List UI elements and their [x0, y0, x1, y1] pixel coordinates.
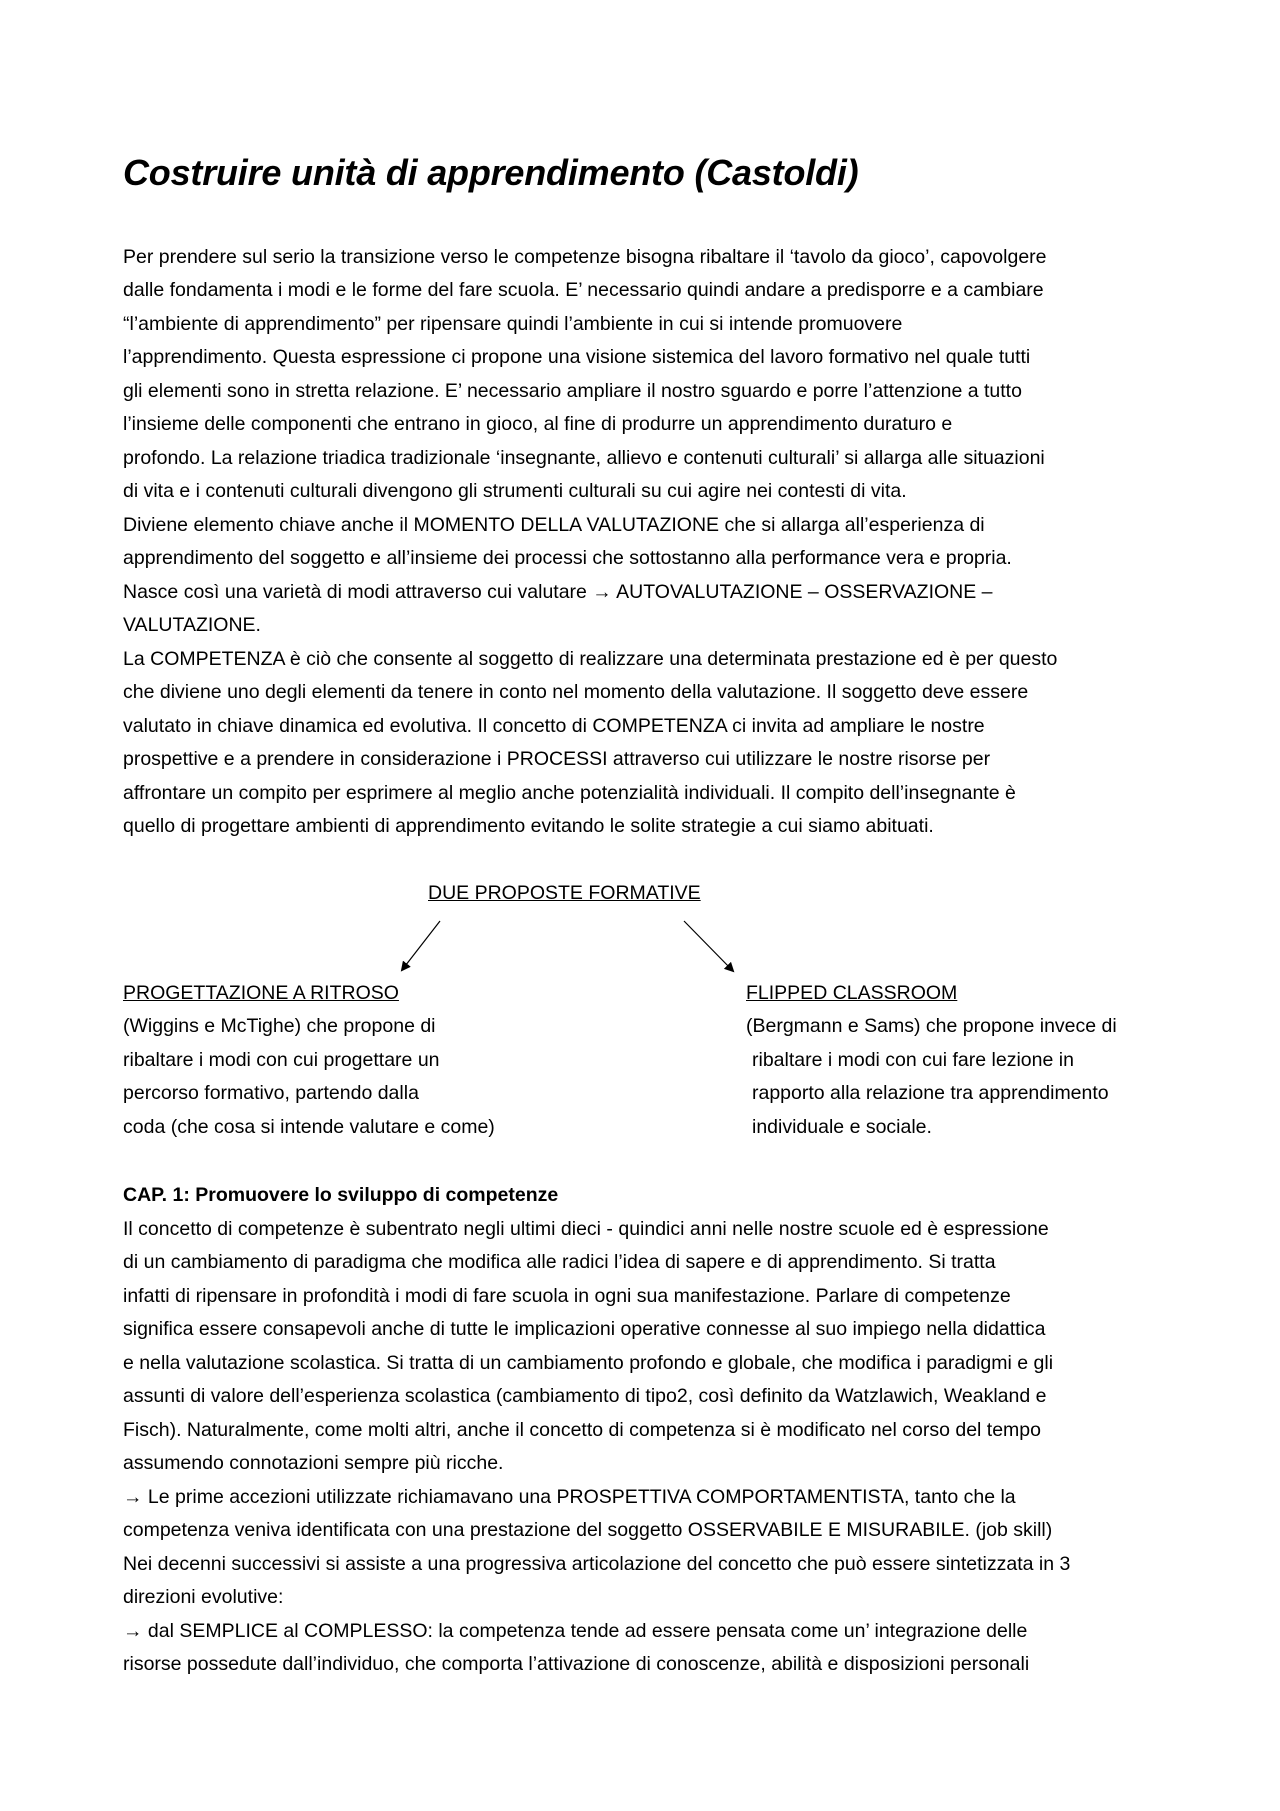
chapter-line: e nella valutazione scolastica. Si tratta di un cambiamento profondo e globale, che modifica i paradigmi e gli — [123, 1352, 1054, 1374]
intro-line: gli elementi sono in stretta relazione. E’ necessario ampliare il nostro sguardo e porre l’attenzione a tutto — [123, 380, 1022, 402]
chapter-line: Il concetto di competenze è subentrato negli ultimi dieci - quindici anni nelle nostre scuole ed è espressione — [123, 1218, 1049, 1240]
intro-line: Per prendere sul serio la transizione verso le competenze bisogna ribaltare il ‘tavolo da gioco’, capovolgere — [123, 246, 1047, 268]
chapter-line: → dal SEMPLICE al COMPLESSO: la competenza tende ad essere pensata come un’ integrazione delle — [123, 1620, 1028, 1642]
chapter-line: assunti di valore dell’esperienza scolastica (cambiamento di tipo2, così definito da Watzlawich, Weakland e — [123, 1385, 1047, 1407]
chapter-line: significa essere consapevoli anche di tutte le implicazioni operative connesse al suo impiego nella didattica — [123, 1318, 1046, 1340]
intro-line: “l’ambiente di apprendimento” per ripensare quindi l’ambiente in cui si intende promuovere — [123, 313, 903, 335]
chapter-line: infatti di ripensare in profondità i modi di fare scuola in ogni sua manifestazione. Parlare di competenze — [123, 1285, 1011, 1307]
chapter-line: di un cambiamento di paradigma che modifica alle radici l’idea di sapere e di apprendimento. Si tratta — [123, 1251, 996, 1273]
chapter-line: → Le prime accezioni utilizzate richiamavano una PROSPETTIVA COMPORTAMENTISTA, tanto che la — [123, 1486, 1016, 1508]
intro-line: valutato in chiave dinamica ed evolutiva. Il concetto di COMPETENZA ci invita ad ampliare le nostre — [123, 715, 985, 737]
intro-line: di vita e i contenuti culturali divengono gli strumenti culturali su cui agire nei contesti di vita. — [123, 480, 907, 502]
intro-line: affrontare un compito per esprimere al meglio anche potenzialità individuali. Il compito dell’insegnante è — [123, 782, 1016, 804]
left-proposal-line: coda (che cosa si intende valutare e come) — [123, 1116, 495, 1138]
intro-line: dalle fondamenta i modi e le forme del fare scuola. E’ necessario quindi andare a predisporre e a cambiare — [123, 279, 1044, 301]
intro-line: apprendimento del soggetto e all’insieme dei processi che sottostanno alla performance vera e propria. — [123, 547, 1012, 569]
diagram-heading: DUE PROPOSTE FORMATIVE — [428, 882, 701, 904]
chapter-line: Nei decenni successivi si assiste a una progressiva articolazione del concetto che può essere sintetizzata in 3 — [123, 1553, 1071, 1575]
left-proposal-title: PROGETTAZIONE A RITROSO — [123, 982, 399, 1004]
chapter-line: risorse possedute dall’individuo, che comporta l’attivazione di conoscenze, abilità e disposizioni personali — [123, 1653, 1030, 1675]
right-proposal-line: (Bergmann e Sams) che propone invece di — [746, 1015, 1117, 1037]
right-proposal-line: individuale e sociale. — [752, 1116, 932, 1138]
intro-line: profondo. La relazione triadica tradizionale ‘insegnante, allievo e contenuti culturali’ si allarga alle situazioni — [123, 447, 1045, 469]
right-proposal-line: rapporto alla relazione tra apprendimento — [752, 1082, 1109, 1104]
intro-line: La COMPETENZA è ciò che consente al soggetto di realizzare una determinata prestazione ed è per questo — [123, 648, 1058, 670]
chapter-heading: CAP. 1: Promuovere lo sviluppo di competenze — [123, 1184, 559, 1206]
intro-line: quello di progettare ambienti di apprendimento evitando le solite strategie a cui siamo abituati. — [123, 815, 934, 837]
intro-line: VALUTAZIONE. — [123, 614, 261, 636]
intro-line: Diviene elemento chiave anche il MOMENTO DELLA VALUTAZIONE che si allarga all’esperienza di — [123, 514, 985, 536]
chapter-line: direzioni evolutive: — [123, 1586, 284, 1608]
intro-line: Nasce così una varietà di modi attraverso cui valutare → AUTOVALUTAZIONE – OSSERVAZIONE – — [123, 581, 993, 603]
left-proposal-line: (Wiggins e McTighe) che propone di — [123, 1015, 436, 1037]
right-proposal-title: FLIPPED CLASSROOM — [746, 982, 958, 1004]
intro-line: l’insieme delle componenti che entrano in gioco, al fine di produrre un apprendimento duraturo e — [123, 413, 953, 435]
intro-line: prospettive e a prendere in considerazione i PROCESSI attraverso cui utilizzare le nostre risorse per — [123, 748, 991, 770]
chapter-line: Fisch). Naturalmente, come molti altri, anche il concetto di competenza si è modificato nel corso del tempo — [123, 1419, 1041, 1441]
document-title: Costruire unità di apprendimento (Castoldi) — [123, 152, 859, 193]
left-proposal-line: percorso formativo, partendo dalla — [123, 1082, 419, 1104]
arrow-right — [684, 921, 733, 971]
arrow-left — [402, 921, 440, 970]
left-proposal-line: ribaltare i modi con cui progettare un — [123, 1049, 440, 1071]
chapter-line: competenza veniva identificata con una prestazione del soggetto OSSERVABILE E MISURABILE. (job skill) — [123, 1519, 1053, 1541]
right-proposal-line: ribaltare i modi con cui fare lezione in — [752, 1049, 1074, 1071]
chapter-line: assumendo connotazioni sempre più ricche. — [123, 1452, 504, 1474]
intro-line: che diviene uno degli elementi da tenere in conto nel momento della valutazione. Il soggetto deve essere — [123, 681, 1029, 703]
intro-line: l’apprendimento. Questa espressione ci propone una visione sistemica del lavoro formativo nel quale tutti — [123, 346, 1031, 368]
